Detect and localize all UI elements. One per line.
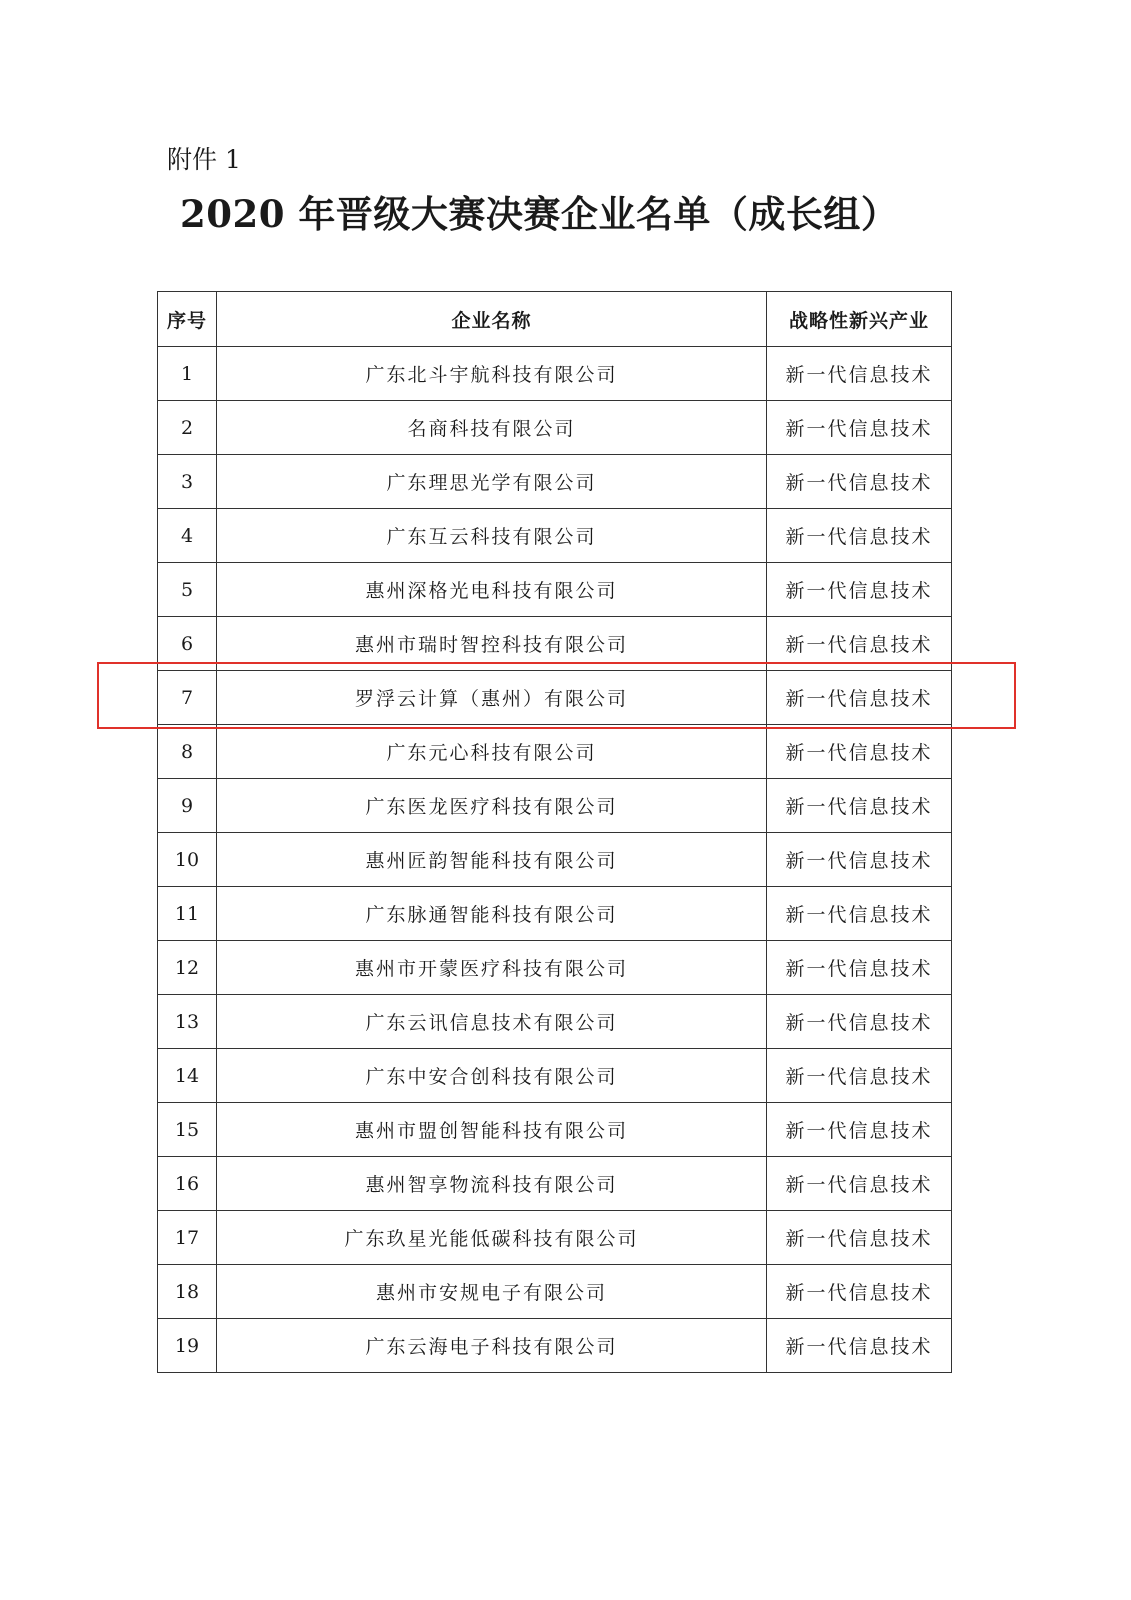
company-name: 惠州市盟创智能科技有限公司 — [217, 1103, 767, 1157]
company-name: 名商科技有限公司 — [217, 401, 767, 455]
table-row — [158, 1157, 952, 1211]
table-row — [158, 455, 952, 509]
row-number: 11 — [158, 887, 217, 941]
row-number: 5 — [158, 563, 217, 617]
table-row — [158, 509, 952, 563]
row-number: 3 — [158, 455, 217, 509]
row-number: 2 — [158, 401, 217, 455]
company-name: 广东理思光学有限公司 — [217, 455, 767, 509]
table-row — [158, 347, 952, 401]
company-name: 广东互云科技有限公司 — [217, 509, 767, 563]
table-row — [158, 401, 952, 455]
industry: 新一代信息技术 — [767, 401, 952, 455]
company-name: 惠州市安规电子有限公司 — [217, 1265, 767, 1319]
table-header-row — [158, 292, 952, 347]
company-name: 惠州市瑞时智控科技有限公司 — [217, 617, 767, 671]
row-number: 13 — [158, 995, 217, 1049]
row-number: 14 — [158, 1049, 217, 1103]
row-number: 12 — [158, 941, 217, 995]
company-name: 惠州智享物流科技有限公司 — [217, 1157, 767, 1211]
row-number: 8 — [158, 725, 217, 779]
row-number: 6 — [158, 617, 217, 671]
industry: 新一代信息技术 — [767, 1319, 952, 1373]
industry: 新一代信息技术 — [767, 1265, 952, 1319]
industry: 新一代信息技术 — [767, 509, 952, 563]
table-row — [158, 779, 952, 833]
table-row — [158, 941, 952, 995]
row-number: 10 — [158, 833, 217, 887]
company-name: 广东玖星光能低碳科技有限公司 — [217, 1211, 767, 1265]
company-name: 广东云海电子科技有限公司 — [217, 1319, 767, 1373]
company-name: 惠州市开蒙医疗科技有限公司 — [217, 941, 767, 995]
row-number: 1 — [158, 347, 217, 401]
industry: 新一代信息技术 — [767, 1211, 952, 1265]
company-name: 惠州匠韵智能科技有限公司 — [217, 833, 767, 887]
table-row — [158, 833, 952, 887]
table-row — [158, 1049, 952, 1103]
industry: 新一代信息技术 — [767, 455, 952, 509]
industry: 新一代信息技术 — [767, 1049, 952, 1103]
table-row — [158, 1211, 952, 1265]
industry: 新一代信息技术 — [767, 1157, 952, 1211]
document-title: 2020 年晋级大赛决赛企业名单（成长组） — [180, 192, 899, 236]
table-row — [158, 887, 952, 941]
table-row — [158, 1103, 952, 1157]
header-number: 序号 — [158, 292, 217, 347]
industry: 新一代信息技术 — [767, 671, 952, 725]
industry: 新一代信息技术 — [767, 1103, 952, 1157]
industry: 新一代信息技术 — [767, 617, 952, 671]
industry: 新一代信息技术 — [767, 779, 952, 833]
enterprise-table — [157, 291, 952, 1373]
attachment-label: 附件 1 — [167, 145, 241, 174]
table-row — [158, 1319, 952, 1373]
company-name: 广东医龙医疗科技有限公司 — [217, 779, 767, 833]
company-name: 惠州深格光电科技有限公司 — [217, 563, 767, 617]
row-number: 9 — [158, 779, 217, 833]
table-row — [158, 995, 952, 1049]
company-name: 广东元心科技有限公司 — [217, 725, 767, 779]
industry: 新一代信息技术 — [767, 995, 952, 1049]
table-row — [158, 725, 952, 779]
table-row — [158, 617, 952, 671]
company-name: 广东云讯信息技术有限公司 — [217, 995, 767, 1049]
industry: 新一代信息技术 — [767, 833, 952, 887]
company-name: 广东北斗宇航科技有限公司 — [217, 347, 767, 401]
industry: 新一代信息技术 — [767, 941, 952, 995]
company-name: 罗浮云计算（惠州）有限公司 — [217, 671, 767, 725]
row-number: 18 — [158, 1265, 217, 1319]
row-number: 7 — [158, 671, 217, 725]
header-company-name: 企业名称 — [217, 292, 767, 347]
row-number: 15 — [158, 1103, 217, 1157]
table-row — [158, 563, 952, 617]
industry: 新一代信息技术 — [767, 887, 952, 941]
header-industry: 战略性新兴产业 — [767, 292, 952, 347]
table-row — [158, 1265, 952, 1319]
industry: 新一代信息技术 — [767, 725, 952, 779]
industry: 新一代信息技术 — [767, 347, 952, 401]
row-number: 19 — [158, 1319, 217, 1373]
company-name: 广东脉通智能科技有限公司 — [217, 887, 767, 941]
industry: 新一代信息技术 — [767, 563, 952, 617]
company-name: 广东中安合创科技有限公司 — [217, 1049, 767, 1103]
table-row — [158, 671, 952, 725]
row-number: 4 — [158, 509, 217, 563]
row-number: 16 — [158, 1157, 217, 1211]
row-number: 17 — [158, 1211, 217, 1265]
